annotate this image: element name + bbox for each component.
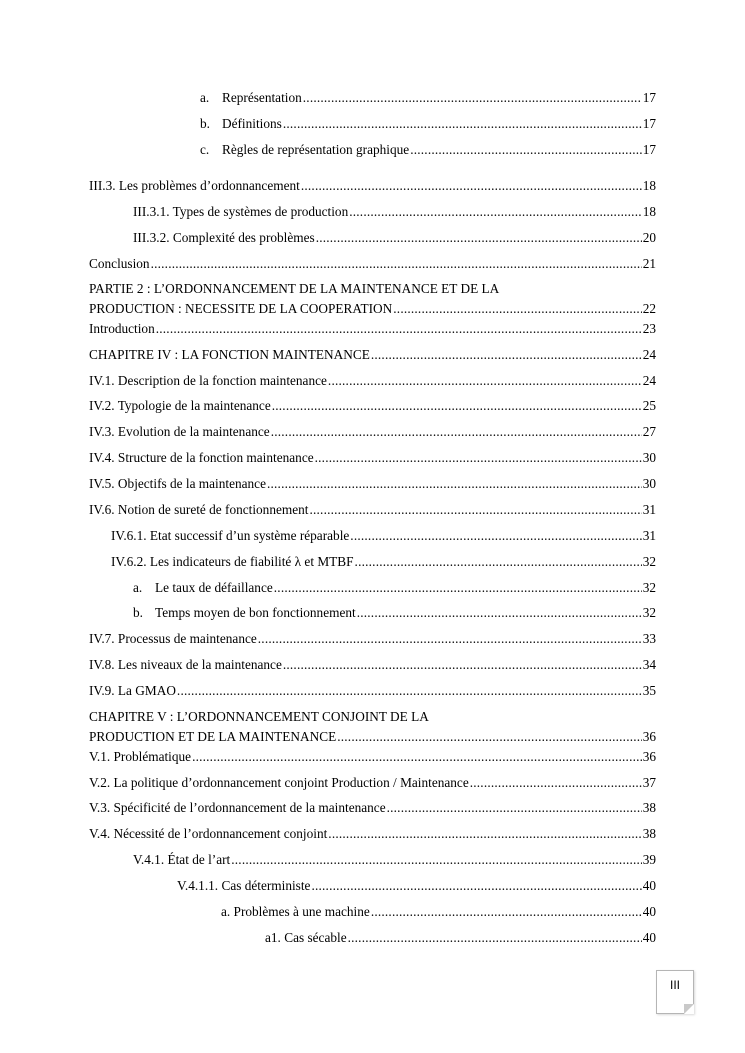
dot-leader <box>355 553 642 571</box>
toc-entry <box>111 527 656 545</box>
toc-entry-title: Représentation <box>222 90 302 105</box>
toc-entry-title: III.3.2. Complexité des problèmes <box>133 230 315 245</box>
dot-leader <box>272 397 642 415</box>
toc-entry <box>89 501 656 519</box>
toc-entry-title-line1: PARTIE 2 : L’ORDONNANCEMENT DE LA MAINTENANCE ET DE LA <box>89 281 500 296</box>
toc-entry <box>89 774 656 792</box>
toc-entry-title: Le taux de défaillance <box>155 580 273 595</box>
toc-entry-page: 23 <box>642 321 656 336</box>
toc-entry <box>265 929 656 947</box>
toc-entry-page: 17 <box>642 116 656 131</box>
toc-entry <box>89 320 656 338</box>
dot-leader <box>258 630 642 648</box>
toc-entry <box>89 177 656 195</box>
toc-entry-title: IV.1. Description de la fonction maintenance <box>89 373 327 388</box>
dot-leader <box>337 728 641 746</box>
toc-entry-title: Conclusion <box>89 256 150 271</box>
toc-entry <box>89 346 656 364</box>
toc-entry <box>89 300 656 318</box>
toc-entry-title: Temps moyen de bon fonctionnement <box>155 605 356 620</box>
toc-entry-page: 39 <box>642 852 656 867</box>
toc-entry <box>89 372 656 390</box>
toc-entry-title: V.4.1.1. Cas déterministe <box>177 878 311 893</box>
dot-leader <box>303 89 642 107</box>
dot-leader <box>371 903 642 921</box>
toc-entry-page: 38 <box>642 800 656 815</box>
toc-entry-page: 34 <box>642 657 656 672</box>
toc-entry-title: IV.6.1. Etat successif d’un système réparable <box>111 528 350 543</box>
toc-entry <box>89 682 656 700</box>
toc-entry <box>89 397 656 415</box>
toc-entry-title: IV.3. Evolution de la maintenance <box>89 424 270 439</box>
toc-entry <box>200 115 656 133</box>
toc-entry-title: IV.2. Typologie de la maintenance <box>89 398 271 413</box>
toc-entry-page: 32 <box>642 580 656 595</box>
toc-entry <box>221 903 656 921</box>
toc-entry <box>89 728 656 746</box>
toc-entry-title: V.2. La politique d’ordonnancement conjoint Production / Maintenance <box>89 775 469 790</box>
toc-entry-page: 32 <box>642 605 656 620</box>
toc-entry-page: 33 <box>642 631 656 646</box>
toc-entry-title: V.1. Problématique <box>89 749 192 764</box>
toc-entry-page: 36 <box>642 749 656 764</box>
dot-leader <box>328 825 641 843</box>
toc-entry-title: PRODUCTION ET DE LA MAINTENANCE <box>89 729 337 744</box>
dot-leader <box>177 682 642 700</box>
toc-entry-title: III.3. Les problèmes d’ordonnancement <box>89 178 300 193</box>
page-number-box <box>656 970 694 1014</box>
dot-leader <box>271 423 642 441</box>
dot-leader <box>371 346 642 364</box>
page-curl-icon <box>684 1004 694 1014</box>
toc-entry-page: 17 <box>642 90 656 105</box>
toc-entry-page: 32 <box>642 554 656 569</box>
dot-leader <box>151 255 642 273</box>
dot-leader <box>387 799 642 817</box>
toc-entry <box>89 475 656 493</box>
toc-entry <box>200 89 656 107</box>
toc-entry-title: Règles de représentation graphique <box>222 142 410 157</box>
toc-entry-title: IV.7. Processus de maintenance <box>89 631 257 646</box>
toc-entry-page: 35 <box>642 683 656 698</box>
toc-entry-page: 20 <box>642 230 656 245</box>
toc-entry-page: 22 <box>642 301 656 316</box>
toc-entry-title: IV.9. La GMAO <box>89 683 176 698</box>
toc-entry-title: IV.6.2. Les indicateurs de fiabilité λ et MTBF <box>111 554 354 569</box>
toc-entry <box>133 203 656 221</box>
toc-entry-page: 31 <box>642 502 656 517</box>
toc-entry-page: 18 <box>642 178 656 193</box>
toc-entry <box>133 579 656 597</box>
toc-entry-page: 37 <box>642 775 656 790</box>
toc-entry-title: a. Problèmes à une machine <box>221 904 370 919</box>
toc-entry-page: 18 <box>642 204 656 219</box>
toc-entry-title: PRODUCTION : NECESSITE DE LA COOPERATION <box>89 301 393 316</box>
page-number: III <box>669 978 680 992</box>
toc-entry-page: 25 <box>642 398 656 413</box>
toc-entry-marker: b. <box>200 116 210 131</box>
toc-entry-page: 30 <box>642 450 656 465</box>
toc-entry-page: 36 <box>642 729 656 744</box>
toc-entry-title: IV.6. Notion de sureté de fonctionnement <box>89 502 309 517</box>
toc-entry-page: 27 <box>642 424 656 439</box>
dot-leader <box>393 300 641 318</box>
toc-entry <box>89 449 656 467</box>
toc-entry <box>89 825 656 843</box>
toc-entry-page: 38 <box>642 826 656 841</box>
toc-entry-title: V.4.1. État de l’art <box>133 852 231 867</box>
dot-leader <box>309 501 641 519</box>
toc-entry-title: III.3.1. Types de systèmes de production <box>133 204 349 219</box>
dot-leader <box>316 229 642 247</box>
toc-entry-title: IV.4. Structure de la fonction maintenance <box>89 450 314 465</box>
dot-leader <box>311 877 641 895</box>
toc-entry-title: CHAPITRE IV : LA FONCTION MAINTENANCE <box>89 347 370 362</box>
dot-leader <box>348 929 642 947</box>
toc-entry-page: 24 <box>642 347 656 362</box>
toc-entry-page: 21 <box>642 256 656 271</box>
dot-leader <box>231 851 641 869</box>
toc-entry-marker: a. <box>200 90 210 105</box>
toc-entry <box>89 423 656 441</box>
dot-leader <box>328 372 642 390</box>
toc-entry-title: Définitions <box>222 116 282 131</box>
toc-entry-title: IV.8. Les niveaux de la maintenance <box>89 657 282 672</box>
toc-entry-page: 40 <box>642 930 656 945</box>
toc-entry-page: 17 <box>642 142 656 157</box>
dot-leader <box>301 177 642 195</box>
toc-entry <box>89 630 656 648</box>
toc-entry <box>111 553 656 571</box>
toc-entry-page: 30 <box>642 476 656 491</box>
toc-entry-title: a1. Cas sécable <box>265 930 347 945</box>
toc-entry-marker: c. <box>200 142 210 157</box>
dot-leader <box>315 449 642 467</box>
toc-entry <box>133 851 656 869</box>
toc-entry-page: 40 <box>642 878 656 893</box>
dot-leader <box>267 475 642 493</box>
toc-entry <box>133 604 656 622</box>
toc-entry-page: 40 <box>642 904 656 919</box>
dot-leader <box>357 604 642 622</box>
dot-leader <box>192 748 642 766</box>
toc-entry-title: V.4. Nécessité de l’ordonnancement conjoint <box>89 826 328 841</box>
toc-entry <box>89 799 656 817</box>
toc-entry-title: IV.5. Objectifs de la maintenance <box>89 476 266 491</box>
dot-leader <box>350 527 641 545</box>
dot-leader <box>349 203 641 221</box>
dot-leader <box>156 320 642 338</box>
dot-leader <box>470 774 642 792</box>
toc-entry <box>177 877 656 895</box>
toc-entry <box>89 255 656 273</box>
toc-entry-title: Introduction <box>89 321 155 336</box>
toc-entry-page: 24 <box>642 373 656 388</box>
toc-entry <box>200 141 656 159</box>
toc-entry <box>89 748 656 766</box>
dot-leader <box>410 141 642 159</box>
dot-leader <box>274 579 642 597</box>
dot-leader <box>283 115 642 133</box>
toc-entry-marker: b. <box>133 605 143 620</box>
dot-leader <box>283 656 642 674</box>
toc-entry-marker: a. <box>133 580 143 595</box>
toc-entry <box>133 229 656 247</box>
toc-entry <box>89 656 656 674</box>
toc-entry-page: 31 <box>642 528 656 543</box>
toc-entry-title: V.3. Spécificité de l’ordonnancement de la maintenance <box>89 800 386 815</box>
toc-entry-title-line1: CHAPITRE V : L’ORDONNANCEMENT CONJOINT DE LA <box>89 709 429 724</box>
